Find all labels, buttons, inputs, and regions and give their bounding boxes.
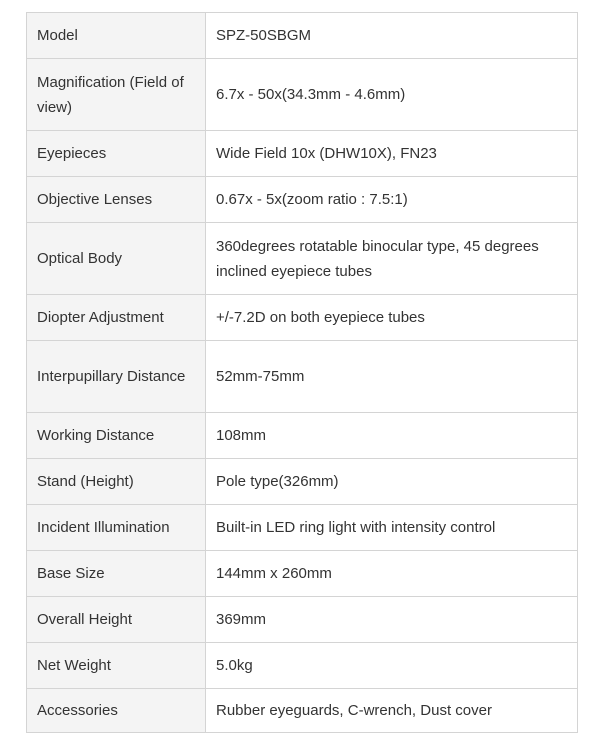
spec-label: Optical Body [27,223,206,295]
spec-label: Interpupillary Distance [27,341,206,413]
spec-value: SPZ-50SBGM [206,13,578,59]
spec-label: Diopter Adjustment [27,295,206,341]
spec-label: Incident Illumination [27,505,206,551]
spec-value: 144mm x 260mm [206,551,578,597]
spec-value: 108mm [206,413,578,459]
table-row-overall-height [27,597,578,643]
table-row-interpupillary-distance [27,341,578,413]
spec-label: Objective Lenses [27,177,206,223]
spec-value: Pole type(326mm) [206,459,578,505]
table-row-accessories [27,689,578,733]
spec-label: Working Distance [27,413,206,459]
table-row-stand-height [27,459,578,505]
spec-label: Net Weight [27,643,206,689]
table-row-model [27,13,578,59]
spec-value: 5.0kg [206,643,578,689]
spec-label: Eyepieces [27,131,206,177]
spec-value: Built-in LED ring light with intensity control [206,505,578,551]
spec-value: 6.7x - 50x(34.3mm - 4.6mm) [206,59,578,131]
table-row-incident-illumination [27,505,578,551]
table-row-diopter-adjustment [27,295,578,341]
spec-value: Rubber eyeguards, C-wrench, Dust cover [206,689,578,733]
spec-label: Stand (Height) [27,459,206,505]
spec-table [26,12,578,733]
spec-label: Overall Height [27,597,206,643]
table-row-base-size [27,551,578,597]
spec-label: Base Size [27,551,206,597]
spec-value: Wide Field 10x (DHW10X), FN23 [206,131,578,177]
spec-label: Magnification (Field of view) [27,59,206,131]
spec-label: Model [27,13,206,59]
spec-label: Accessories [27,689,206,733]
table-row-magnification [27,59,578,131]
table-row-working-distance [27,413,578,459]
spec-value: 369mm [206,597,578,643]
spec-value: +/-7.2D on both eyepiece tubes [206,295,578,341]
table-row-optical-body [27,223,578,295]
spec-value: 360degrees rotatable binocular type, 45 degrees inclined eyepiece tubes [206,223,578,295]
spec-value: 52mm-75mm [206,341,578,413]
table-row-objective-lenses [27,177,578,223]
table-row-net-weight [27,643,578,689]
spec-value: 0.67x - 5x(zoom ratio : 7.5:1) [206,177,578,223]
table-row-eyepieces [27,131,578,177]
